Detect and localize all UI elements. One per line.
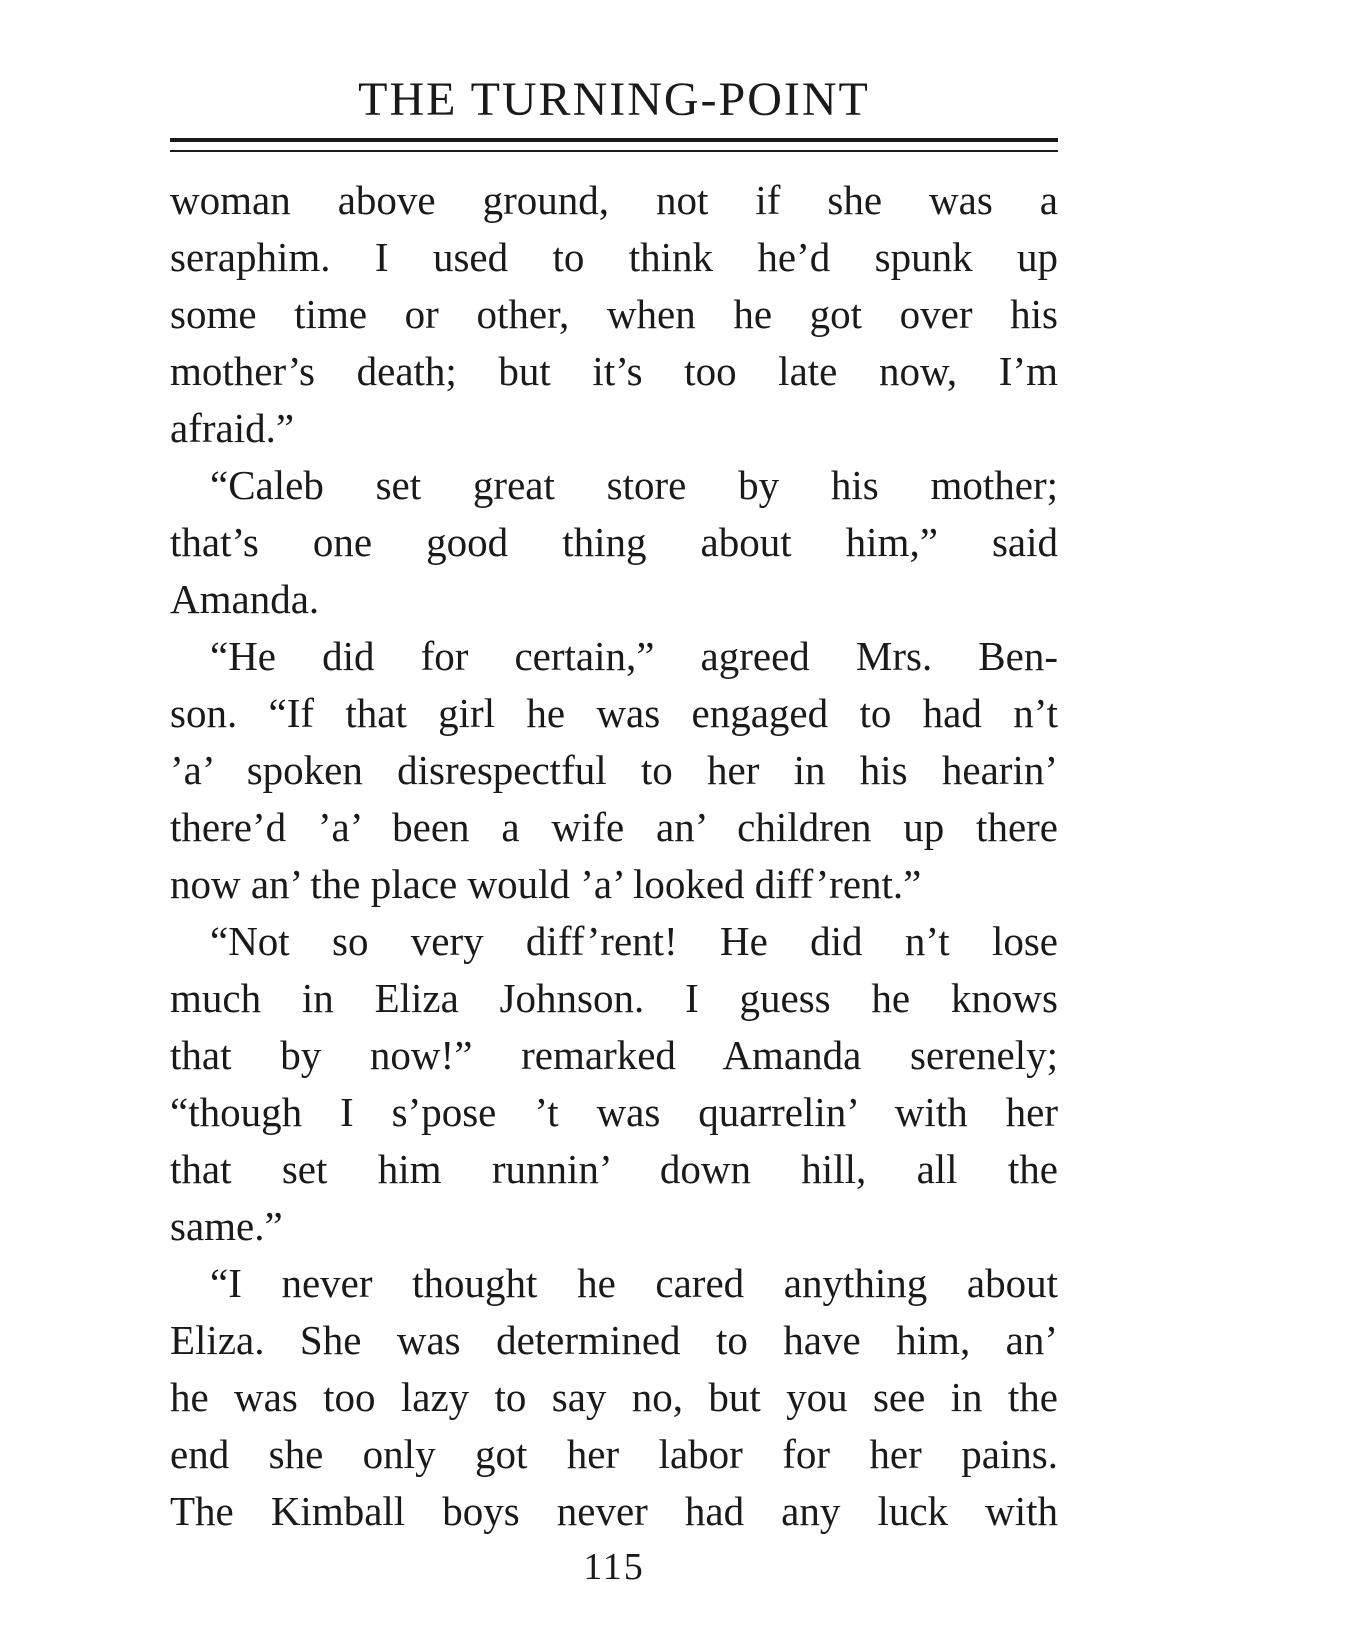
- text-line: same.”: [170, 1203, 283, 1249]
- header-rule-thin: [170, 150, 1058, 152]
- text-line: he was too lazy to say no, but you see in the: [170, 1374, 1058, 1420]
- running-head: THE TURNING-POINT: [358, 73, 870, 126]
- text-line: afraid.”: [170, 405, 295, 451]
- body-text: [170, 172, 1058, 1540]
- text-line: “Caleb set great store by his mother;: [210, 462, 1058, 508]
- text-line: end she only got her labor for her pains.: [170, 1431, 1058, 1477]
- text-line: Amanda.: [170, 576, 320, 622]
- text-line: ’a’ spoken disrespectful to her in his hearin’: [170, 747, 1058, 793]
- text-line: now an’ the place would ’a’ looked diff’rent.”: [170, 861, 922, 907]
- text-line: that’s one good thing about him,” said: [170, 519, 1058, 565]
- text-line: some time or other, when he got over his: [170, 291, 1058, 337]
- text-line: “He did for certain,” agreed Mrs. Ben-: [210, 633, 1058, 679]
- page-number: 115: [583, 1546, 645, 1588]
- text-line: “Not so very diff’rent! He did n’t lose: [210, 918, 1058, 964]
- text-line: that by now!” remarked Amanda serenely;: [170, 1032, 1058, 1078]
- text-line: Eliza. She was determined to have him, an’: [170, 1317, 1058, 1363]
- text-line: woman above ground, not if she was a: [170, 177, 1058, 223]
- header-rule-thick: [170, 138, 1058, 142]
- text-line: son. “If that girl he was engaged to had n’t: [170, 690, 1058, 736]
- text-line: seraphim. I used to think he’d spunk up: [170, 234, 1058, 280]
- text-line: much in Eliza Johnson. I guess he knows: [170, 975, 1058, 1021]
- text-line: there’d ’a’ been a wife an’ children up there: [170, 804, 1058, 850]
- text-line: “though I s’pose ’t was quarrelin’ with her: [170, 1089, 1058, 1135]
- text-line: The Kimball boys never had any luck with: [170, 1488, 1058, 1534]
- text-line: that set him runnin’ down hill, all the: [170, 1146, 1058, 1192]
- text-line: mother’s death; but it’s too late now, I’m: [170, 348, 1058, 394]
- text-line: “I never thought he cared anything about: [210, 1260, 1058, 1306]
